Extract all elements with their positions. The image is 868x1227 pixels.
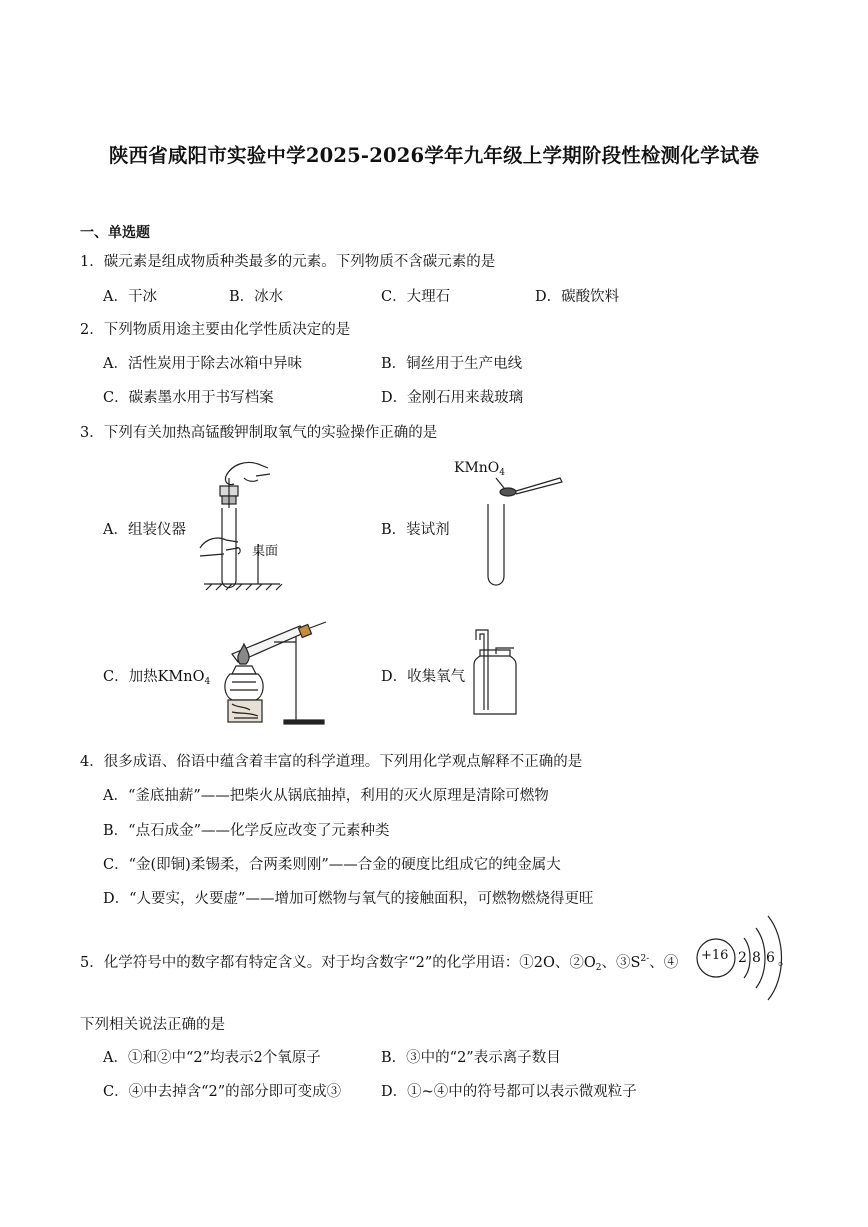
q3-option-a[interactable]: A．组装仪器 <box>103 522 186 538</box>
q4-option-a[interactable]: A．“釜底抽薪”——把柴火从锅底抽掉，利用的灭火原理是清除可燃物 <box>103 788 549 804</box>
page-title: 陕西省咸阳市实验中学2025-2026学年九年级上学期阶段性检测化学试卷 <box>108 144 760 167</box>
assemble-apparatus-figure <box>196 456 286 596</box>
q4-option-c[interactable]: C．“金(即铜)柔锡柔，合两柔则刚”——合金的硬度比组成它的纯金属大 <box>103 857 561 873</box>
q1-option-b[interactable]: B．冰水 <box>229 289 284 305</box>
sentence-end: 。 <box>778 953 792 969</box>
q5-option-a[interactable]: A．①和②中“2”均表示2个氧原子 <box>103 1050 321 1066</box>
sulfur-atom-diagram <box>694 910 790 1002</box>
question-1-stem: 1．碳元素是组成物质种类最多的元素。下列物质不含碳元素的是 <box>80 254 496 270</box>
q3-option-d[interactable]: D．收集氧气 <box>381 669 466 685</box>
q5-option-b[interactable]: B．③中的“2”表示离子数目 <box>381 1050 561 1066</box>
q2-option-b[interactable]: B．铜丝用于生产电线 <box>381 356 523 372</box>
q2-option-a[interactable]: A．活性炭用于除去冰箱中异味 <box>103 356 302 372</box>
q1-option-c[interactable]: C．大理石 <box>381 289 451 305</box>
question-5-stem-2: 下列相关说法正确的是 <box>80 1017 225 1033</box>
shell-3-electrons: 6 <box>766 950 775 966</box>
q5-option-d[interactable]: D．①~④中的符号都可以表示微观粒子 <box>381 1084 637 1100</box>
q4-option-d[interactable]: D．“人要实，火要虚”——增加可燃物与氧气的接触面积，可燃物燃烧得更旺 <box>103 891 594 907</box>
q4-option-b[interactable]: B．“点石成金”——化学反应改变了元素种类 <box>103 823 390 839</box>
shell-1-electrons: 2 <box>738 950 747 966</box>
collect-oxygen-figure <box>470 626 530 720</box>
shell-2-electrons: 8 <box>752 950 761 966</box>
q2-option-c[interactable]: C．碳素墨水用于书写档案 <box>103 390 274 406</box>
nucleus-charge: +16 <box>701 948 729 963</box>
question-3-stem: 3．下列有关加热高锰酸钾制取氧气的实验操作正确的是 <box>80 425 438 441</box>
section-heading: 一、单选题 <box>80 225 150 241</box>
question-4-stem: 4．很多成语、俗语中蕴含着丰富的科学道理。下列用化学观点解释不正确的是 <box>80 754 583 770</box>
q3-option-b[interactable]: B．装试剂 <box>381 522 450 538</box>
q5-option-c[interactable]: C．④中去掉含“2”的部分即可变成③ <box>103 1084 342 1100</box>
load-reagent-figure <box>452 458 572 590</box>
q3-option-c[interactable]: C．加热KMnO$_4$ <box>103 669 211 687</box>
q1-option-a[interactable]: A．干冰 <box>103 289 157 305</box>
question-5-stem: 5．化学符号中的数字都有特定含义。对于均含数字“2”的化学用语：①2O、$②O_2$、$③S^{2-}$、④ <box>80 954 679 973</box>
table-label: 桌面 <box>252 544 279 559</box>
q2-option-d[interactable]: D．金刚石用来裁玻璃 <box>381 390 524 406</box>
heating-kmno4-figure <box>214 616 334 728</box>
q1-option-d[interactable]: D．碳酸饮料 <box>535 289 620 305</box>
kmno4-label: KMnO$_4$ <box>454 460 506 478</box>
question-2-stem: 2．下列物质用途主要由化学性质决定的是 <box>80 322 351 338</box>
